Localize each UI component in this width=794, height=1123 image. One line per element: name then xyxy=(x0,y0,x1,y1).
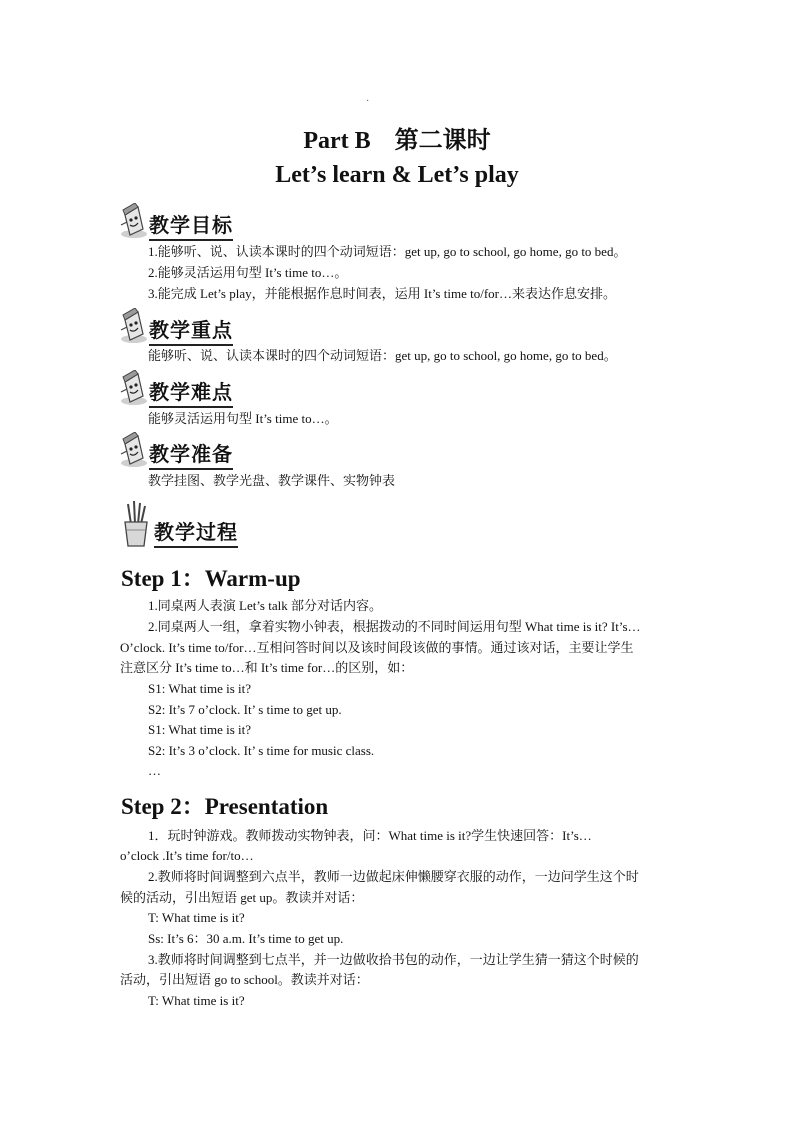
preparation-line: 教学挂图、教学光盘、教学课件、实物钟表 xyxy=(148,473,396,488)
pencil-cup-icon xyxy=(120,500,152,548)
page-subtitle: Let’s learn & Let’s play xyxy=(275,162,519,188)
step2-line: 2.教师将时间调整到六点半，教师一边做起床伸懒腰穿衣服的动作，一边问学生这个时 xyxy=(148,869,639,884)
difficulty-line: 能够灵活运用句型 It’s time to…。 xyxy=(148,411,338,426)
step1-dialogue-line: S1: What time is it? xyxy=(148,722,252,737)
pencil-mascot-icon xyxy=(118,370,150,406)
step2-line: 1．玩时钟游戏。教师拨动实物钟表，问：What time is it?学生快速回答：It’s… xyxy=(148,828,592,843)
step1-ellipsis: … xyxy=(148,763,161,778)
step2-line: 候的活动，引出短语 get up。教读并对话： xyxy=(120,890,364,905)
section-label-preparation: 教学准备 xyxy=(149,438,233,470)
top-dot: · xyxy=(366,96,370,107)
step1-line: O’clock. It’s time to/for…互相问答时间以及该时间段该做的事情。通过该对话，主要让学生 xyxy=(120,640,634,655)
step1-line: 注意区分 It’s time to…和 It’s time for…的区别，如： xyxy=(120,660,414,675)
step1-dialogue-line: S1: What time is it? xyxy=(148,681,252,696)
step2-title: Step 2：Presentation xyxy=(121,794,329,819)
step2-line: 3.教师将时间调整到七点半，并一边做收拾书包的动作，一边让学生猜一猜这个时候的 xyxy=(148,952,639,967)
step1-dialogue-line: S2: It’s 3 o’clock. It’ s time for music class. xyxy=(148,743,375,758)
goal-line: 2.能够灵活运用句型 It’s time to…。 xyxy=(148,265,348,280)
step1-dialogue-line: S2: It’s 7 o’clock. It’ s time to get up. xyxy=(148,702,342,717)
section-label-process: 教学过程 xyxy=(154,516,238,548)
pencil-mascot-icon xyxy=(118,432,150,468)
goal-line: 3.能完成 Let’s play，并能根据作息时间表，运用 It’s time to/for…来表达作息安排。 xyxy=(148,286,616,301)
section-label-difficulties: 教学难点 xyxy=(149,376,233,408)
page-title: Part B 第二课时 xyxy=(303,128,491,154)
step2-dialogue-line: Ss: It’s 6：30 a.m. It’s time to get up. xyxy=(148,931,344,946)
key-point-line: 能够听、说、认读本课时的四个动词短语：get up, go to school, go home, go to bed。 xyxy=(148,348,617,363)
section-label-goals: 教学目标 xyxy=(149,209,233,241)
step2-dialogue-line: T: What time is it? xyxy=(148,993,245,1008)
step2-line: 活动，引出短语 go to school。教读并对话： xyxy=(120,972,369,987)
goal-line: 1.能够听、说、认读本课时的四个动词短语：get up, go to school, go home, go to bed。 xyxy=(148,244,627,259)
step1-line: 2.同桌两人一组，拿着实物小钟表，根据拨动的不同时间运用句型 What time is it? It’s… xyxy=(148,619,641,634)
section-label-key-points: 教学重点 xyxy=(149,314,233,346)
pencil-mascot-icon xyxy=(118,203,150,239)
step2-line: o’clock .It’s time for/to… xyxy=(120,848,254,863)
step1-line: 1.同桌两人表演 Let’s talk 部分对话内容。 xyxy=(148,598,382,613)
step2-dialogue-line: T: What time is it? xyxy=(148,910,245,925)
step1-title: Step 1：Warm-up xyxy=(121,566,301,591)
pencil-mascot-icon xyxy=(118,308,150,344)
